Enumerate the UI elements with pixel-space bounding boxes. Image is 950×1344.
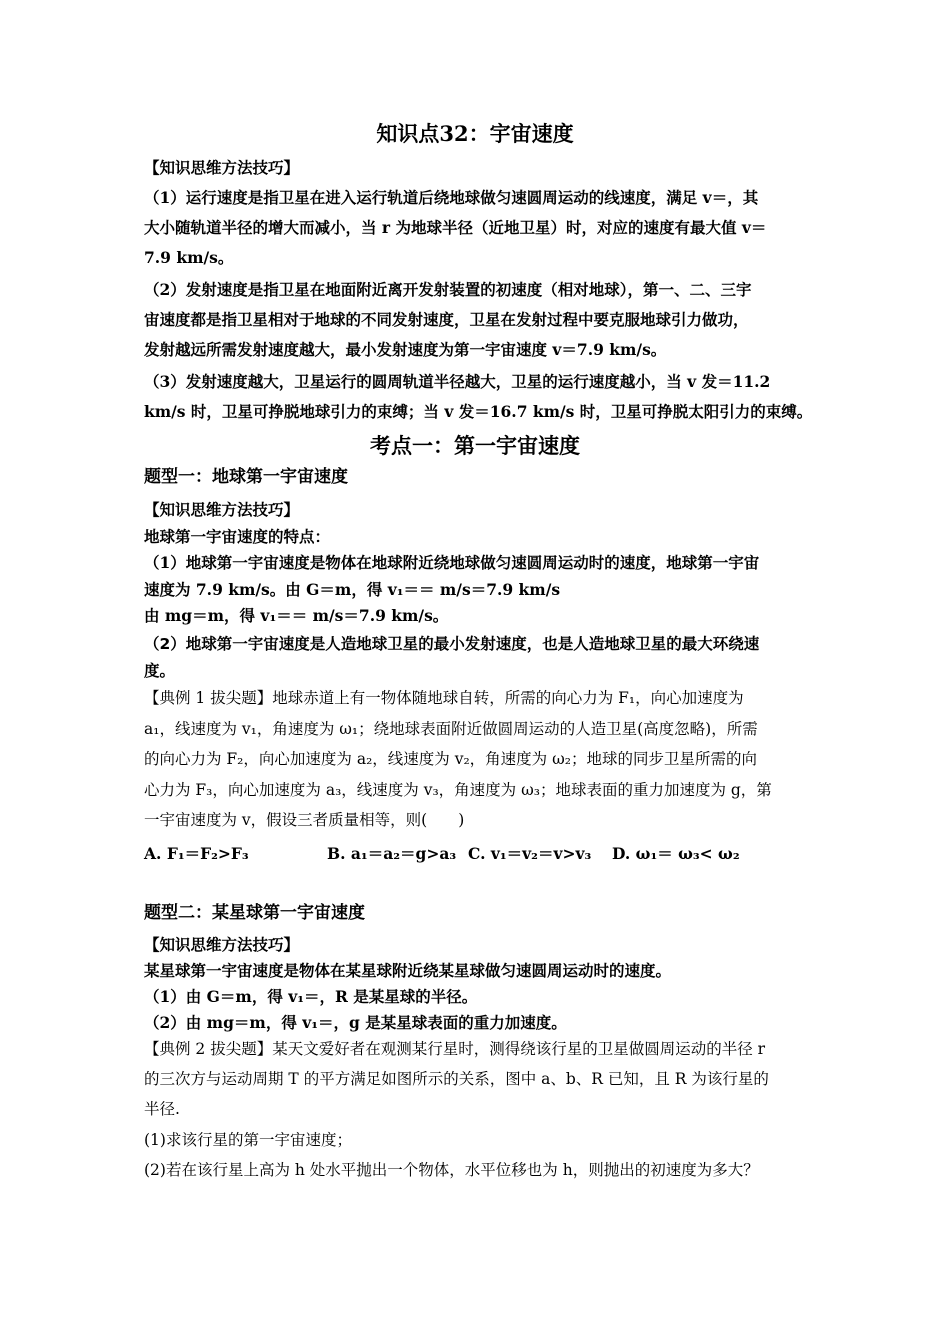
paragraph-line: （1）运行速度是指卫星在进入运行轨道后绕地球做匀速圆周运动的线速度，满足 v＝，其 [144,188,759,207]
paragraph-line: 某星球第一宇宙速度是物体在某星球附近绕某星球做匀速圆周运动时的速度。 [144,961,672,980]
paragraph-line: （2）地球第一宇宙速度是人造地球卫星的最小发射速度，也是人造地球卫星的最大环绕速 [144,635,760,653]
option-a: A. F₁＝F₂>F₃ [144,844,249,863]
paragraph-line: （2）发射速度是指卫星在地面附近离开发射装置的初速度（相对地球），第一、二、三宇 [144,280,752,299]
paragraph-line: 度。 [144,662,176,680]
example-line: 半径. [144,1100,180,1118]
paragraph-line: 7.9 km/s。 [144,248,234,267]
paragraph-line: （1）地球第一宇宙速度是物体在地球附近绕地球做匀速圆周运动时的速度，地球第一宇宙 [144,553,760,572]
paragraph-line: 速度为 7.9 km/s。由 G＝m，得 v₁＝＝ m/s＝7.9 km/s [144,580,561,599]
question-line: (1)求该行星的第一宇宙速度； [144,1131,352,1149]
paragraph-line: （1）由 G＝m，得 v₁＝，R 是某星球的半径。 [144,987,478,1006]
option-b: B. a₁＝a₂＝g>a₃ [327,844,457,863]
example-line: a₁，线速度为 v₁，角速度为 ω₁；绕地球表面附近做圆周运动的人造卫星(高度忽略)，所需 [144,720,758,738]
example-line: 【典例 1 拔尖题】地球赤道上有一物体随地球自转，所需的向心力为 F₁，向心加速度为 [144,689,744,707]
paragraph-line: 由 mg＝m，得 v₁＝＝ m/s＝7.9 km/s。 [144,606,449,625]
question-line: (2)若在该行星上高为 h 处水平抛出一个物体，水平位移也为 h，则抛出的初速度为多大？ [144,1161,759,1179]
option-d: D. ω₁＝ ω₃< ω₂ [612,844,740,863]
example-line: 心力为 F₃，向心加速度为 a₃，线速度为 v₃，角速度为 ω₃；地球表面的重力加速度为 g，第 [144,781,772,799]
example-line: 的三次方与运动周期 T 的平方满足如图所示的关系，图中 a、b、R 已知，且 R 为该行星的 [144,1070,769,1088]
tips-heading: 【知识思维方法技巧】 [144,500,300,519]
type-heading: 题型二：某星球第一宇宙速度 [144,903,365,923]
page-title: 知识点32：宇宙速度 [376,121,574,146]
paragraph-line: （3）发射速度越大，卫星运行的圆周轨道半径越大，卫星的运行速度越小，当 v 发＝11.2 [144,372,771,391]
paragraph-line: （2）由 mg＝m，得 v₁＝，g 是某星球表面的重力加速度。 [144,1013,567,1032]
paragraph-line: km/s 时，卫星可挣脱地球引力的束缚；当 v 发＝16.7 km/s 时，卫星可挣脱太阳引力的束缚。 [144,402,813,421]
paragraph-line: 地球第一宇宙速度的特点： [144,527,331,546]
example-line: 【典例 2 拔尖题】某天文爱好者在观测某行星时，测得绕该行星的卫星做圆周运动的半径 r [144,1040,766,1058]
type-heading: 题型一：地球第一宇宙速度 [144,467,348,487]
example-line: 一宇宙速度为 v，假设三者质量相等，则( ) [144,811,465,829]
tips-heading: 【知识思维方法技巧】 [144,158,300,177]
example-line: 的向心力为 F₂，向心加速度为 a₂，线速度为 v₂，角速度为 ω₂；地球的同步卫星所需的向 [144,750,757,768]
paragraph-line: 宙速度都是指卫星相对于地球的不同发射速度，卫星在发射过程中要克服地球引力做功， [144,310,749,329]
option-c: C. v₁＝v₂＝v>v₃ [468,844,592,863]
paragraph-line: 发射越远所需发射速度越大，最小发射速度为第一宇宙速度 v＝7.9 km/s。 [144,340,667,359]
tips-heading: 【知识思维方法技巧】 [144,935,300,954]
section-title: 考点一：第一宇宙速度 [370,433,580,458]
paragraph-line: 大小随轨道半径的增大而减小，当 r 为地球半径（近地卫星）时，对应的速度有最大值 v＝ [144,218,767,237]
